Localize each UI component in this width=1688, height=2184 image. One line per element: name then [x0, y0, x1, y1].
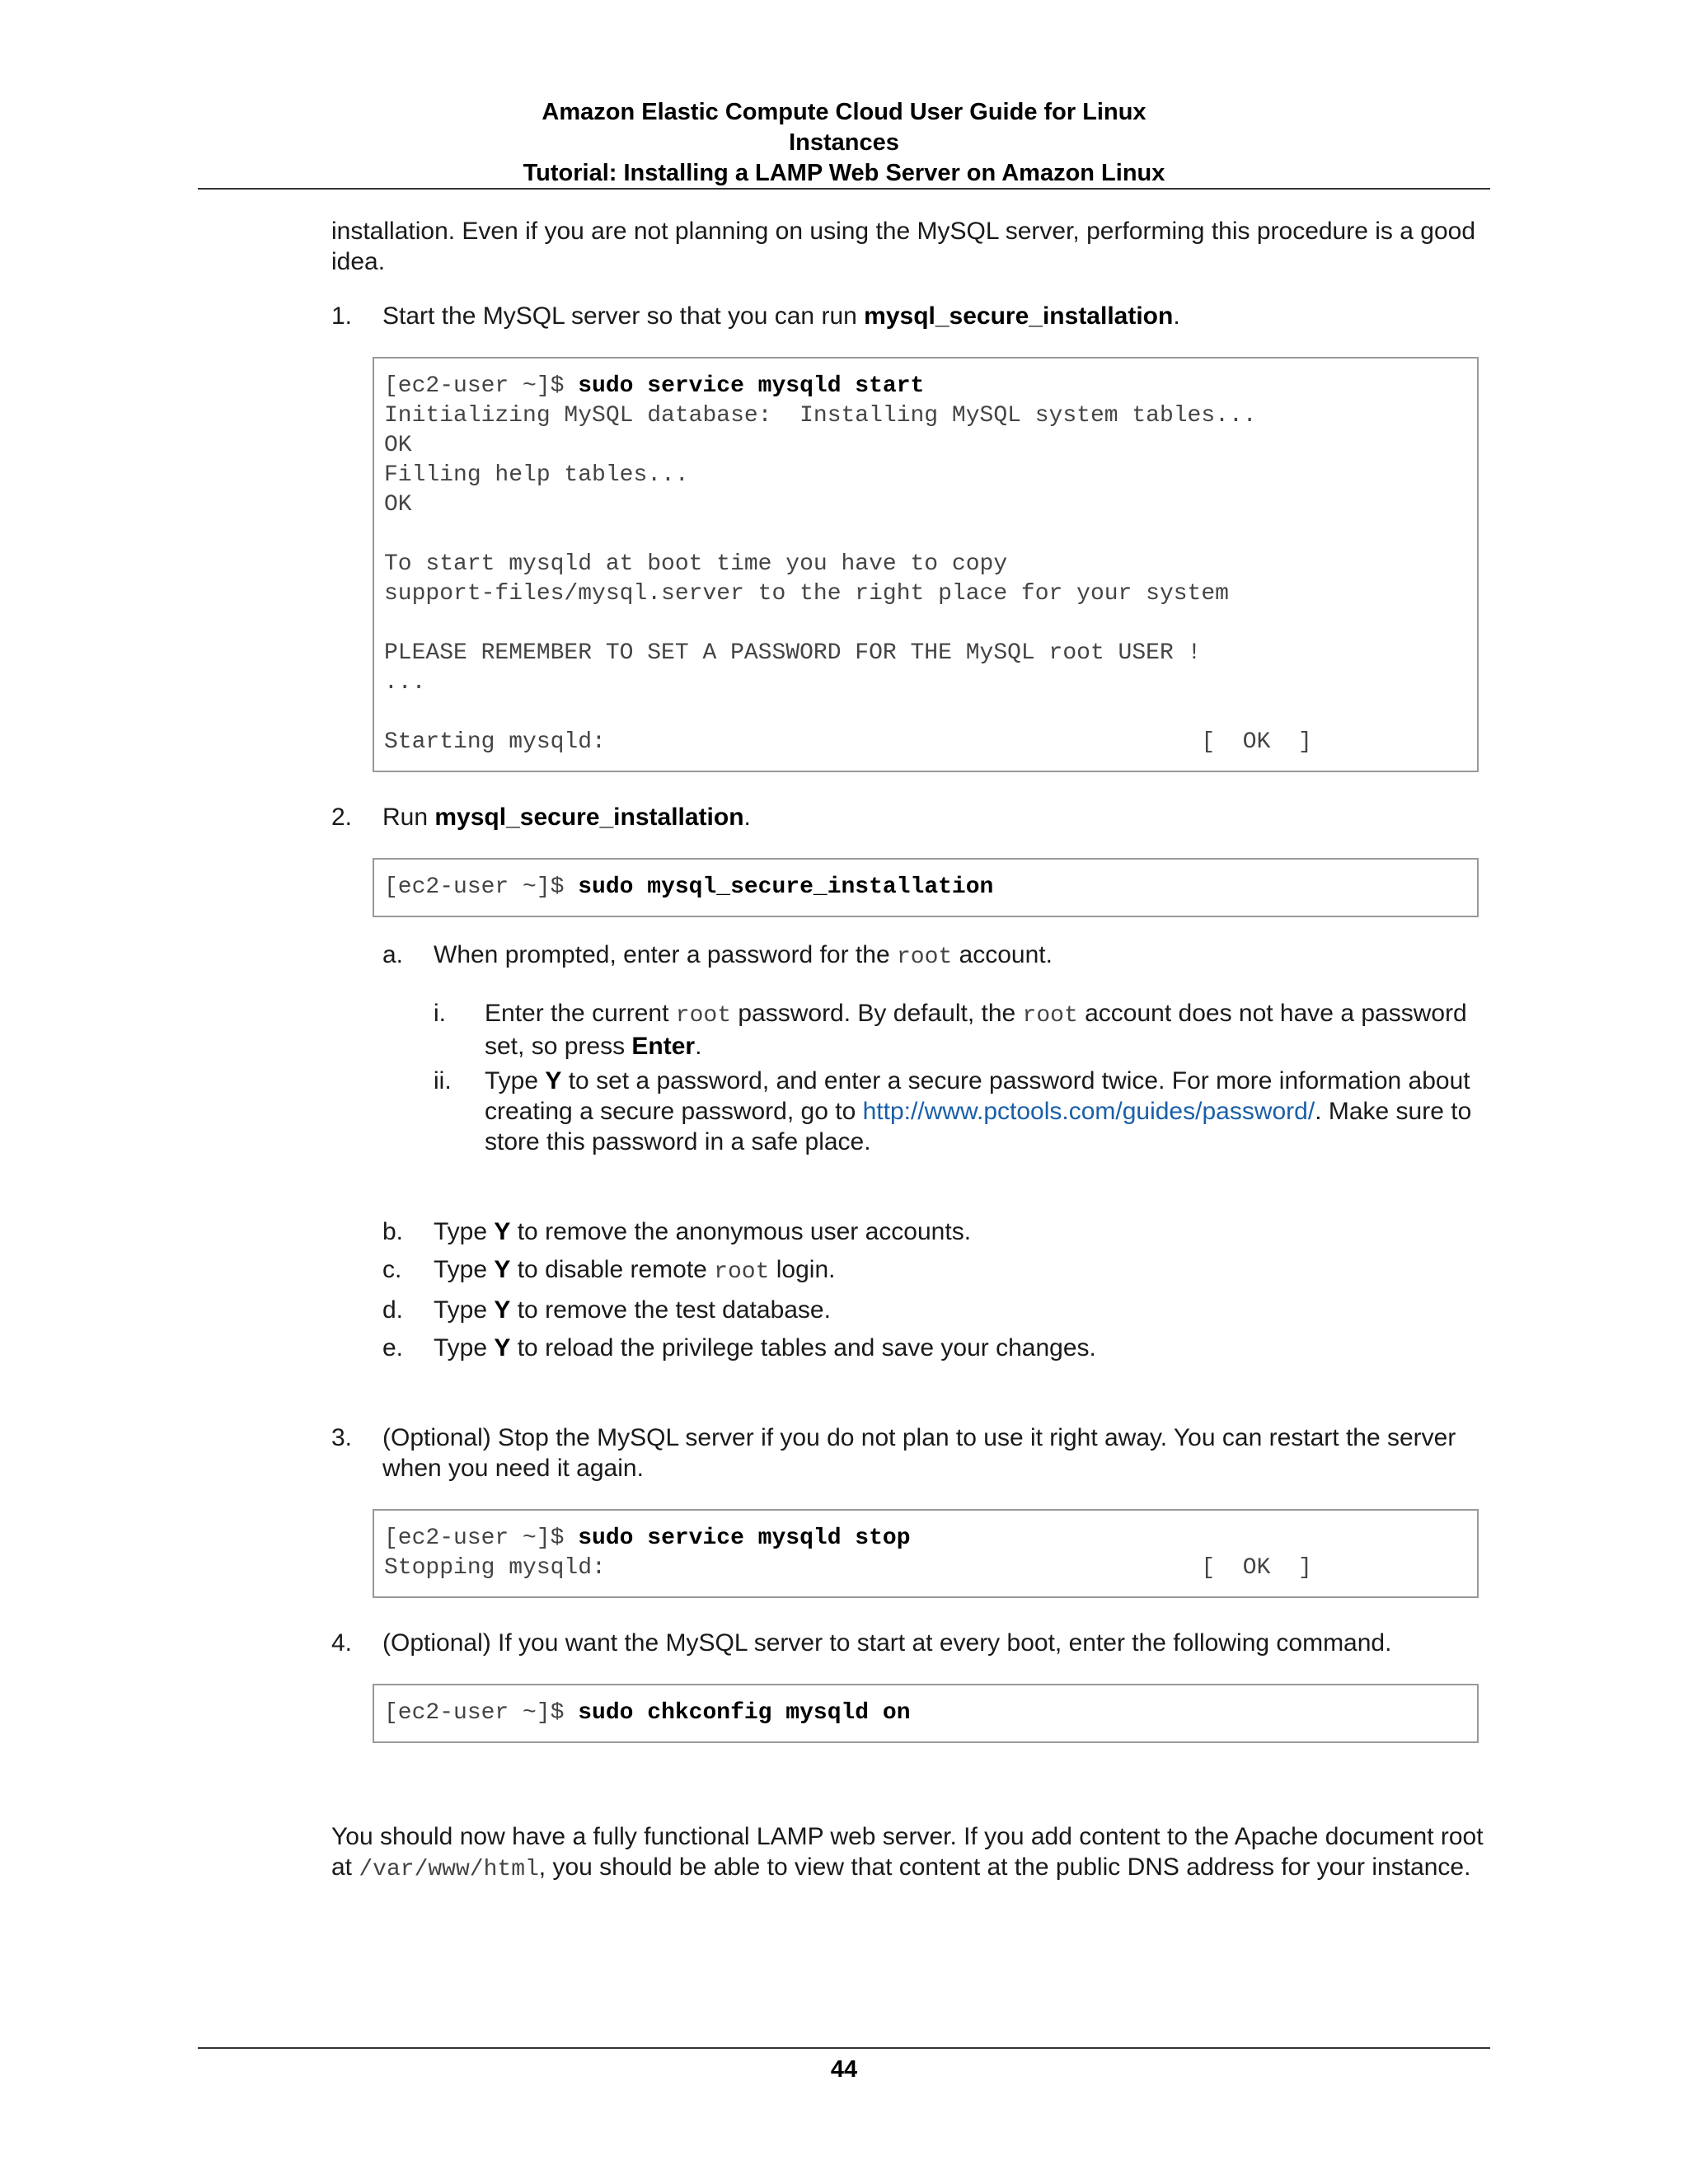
- step-text-post: .: [1173, 302, 1180, 330]
- code-command: sudo service mysqld start: [578, 373, 925, 399]
- text-segment: You should now have a fully functional LAMP web server. If you add content to the Apache document root at: [331, 1823, 1484, 1881]
- substep-label: a.: [382, 941, 404, 968]
- text-segment: Type: [434, 1218, 495, 1245]
- substep-label: ii.: [434, 1067, 452, 1094]
- code-command: sudo chkconfig mysqld on: [578, 1700, 911, 1726]
- substep-text: [485, 1066, 1493, 1157]
- text-segment: account.: [952, 941, 1053, 968]
- password-guide-link[interactable]: http://www.pctools.com/guides/password/: [862, 1098, 1315, 1125]
- step-text-bold: mysql_secure_installation: [864, 302, 1174, 330]
- inline-code: root: [714, 1259, 770, 1285]
- inline-code: root: [896, 944, 953, 970]
- key-name: Enter: [631, 1033, 696, 1060]
- code-output: Stopping mysqld: [ OK ]: [384, 1555, 1312, 1581]
- text-segment: to remove the anonymous user accounts.: [510, 1218, 972, 1245]
- text-segment: Type: [434, 1256, 495, 1283]
- text-segment: to remove the test database.: [510, 1296, 831, 1324]
- code-prompt: [ec2-user ~]$: [384, 1526, 579, 1551]
- substep-text: [485, 998, 1493, 1062]
- substep-a-ii: [434, 1066, 1493, 1157]
- text-segment: Type: [434, 1334, 495, 1361]
- substep-text: [434, 1333, 1493, 1363]
- substep-a-i: [434, 998, 1493, 1062]
- text-segment: Enter the current: [485, 1000, 676, 1027]
- substep-c: [382, 1254, 1493, 1287]
- step-text: [382, 802, 1493, 832]
- page-header: [198, 97, 1490, 189]
- code-block-stop-mysqld: [373, 1509, 1479, 1598]
- text-segment: password. By default, the: [731, 1000, 1023, 1027]
- substep-b: [382, 1216, 1493, 1247]
- step-1: [331, 301, 1493, 331]
- text-segment: Type: [485, 1067, 546, 1094]
- substep-label: c.: [382, 1256, 402, 1283]
- code-prompt: [ec2-user ~]$: [384, 1700, 579, 1726]
- substep-text: [434, 1254, 1493, 1287]
- substep-d: [382, 1295, 1493, 1325]
- substep-a: [382, 940, 1493, 972]
- step-text: (Optional) If you want the MySQL server to start at every boot, enter the following command.: [382, 1629, 1392, 1657]
- inline-code: root: [1022, 1003, 1078, 1029]
- step-text-pre: Start the MySQL server so that you can run: [382, 302, 865, 330]
- step-3: [331, 1422, 1493, 1483]
- text-segment: Type: [434, 1296, 495, 1324]
- substep-label: i.: [434, 1000, 446, 1027]
- step-4: [331, 1628, 1493, 1658]
- text-segment: to set a password, and enter a secure password twice. For more information about creating a secure password, go to: [485, 1067, 1470, 1125]
- step-text: (Optional) Stop the MySQL server if you do not plan to use it right away. You can restart the server when you need it again.: [382, 1424, 1456, 1482]
- text-segment: to reload the privilege tables and save your changes.: [510, 1334, 1096, 1361]
- substep-a-items: [434, 998, 1493, 1157]
- code-block-chkconfig: [373, 1684, 1479, 1743]
- key-name: Y: [494, 1296, 511, 1324]
- substep-label: b.: [382, 1218, 404, 1245]
- text-segment: .: [695, 1033, 702, 1060]
- main-content: [331, 216, 1493, 1885]
- code-command: sudo mysql_secure_installation: [578, 874, 994, 900]
- step-number: 4.: [331, 1629, 353, 1657]
- header-rule: [198, 188, 1490, 190]
- code-prompt: [ec2-user ~]$: [384, 874, 579, 900]
- code-block-start-mysqld: [373, 357, 1479, 772]
- key-name: Y: [494, 1218, 511, 1245]
- text-segment: to disable remote: [510, 1256, 715, 1283]
- conclusion-paragraph: [331, 1821, 1493, 1885]
- code-block-secure-installation: [373, 858, 1479, 917]
- step-2-substeps: [382, 940, 1493, 1363]
- step-number: 1.: [331, 302, 353, 330]
- substep-label: e.: [382, 1334, 404, 1361]
- header-subtitle: Instances: [789, 129, 899, 156]
- step-text: [382, 301, 1493, 331]
- substep-text: [434, 1295, 1493, 1325]
- text-segment: login.: [769, 1256, 836, 1283]
- key-name: Y: [494, 1334, 511, 1361]
- substep-label: d.: [382, 1296, 404, 1324]
- code-command: sudo service mysqld stop: [578, 1526, 911, 1551]
- step-text-post: .: [743, 804, 751, 831]
- step-number: 3.: [331, 1424, 353, 1451]
- substep-text: [434, 940, 1493, 972]
- key-name: Y: [545, 1067, 562, 1094]
- code-output: Initializing MySQL database: Installing MySQL system tables... OK Filling help tables... OK To start mysqld at boot time you have to copy support-files/mysql.server to the right place for your system PLEASE REMEMBER TO SET A PASSWORD FOR THE MySQL root USER ! ... Starting mysqld: [ OK ]: [384, 403, 1312, 755]
- step-text-pre: Run: [382, 804, 435, 831]
- inline-code: /var/www/html: [359, 1857, 539, 1882]
- intro-paragraph: installation. Even if you are not planning on using the MySQL server, performing this procedure is a good idea.: [331, 218, 1476, 275]
- footer-rule: [198, 2047, 1490, 2049]
- text-segment: When prompted, enter a password for the: [434, 941, 897, 968]
- step-text-bold: mysql_secure_installation: [434, 804, 744, 831]
- text-segment: , you should be able to view that content at the public DNS address for your instance.: [538, 1854, 1471, 1881]
- text-segment: account does not have a password set, so press: [485, 1000, 1467, 1060]
- inline-code: root: [675, 1003, 732, 1029]
- code-prompt: [ec2-user ~]$: [384, 373, 579, 399]
- text-segment: . Make sure to store this password in a safe place.: [485, 1098, 1472, 1155]
- key-name: Y: [494, 1256, 511, 1283]
- substep-text: [434, 1216, 1493, 1247]
- substep-e: [382, 1333, 1493, 1363]
- header-section: Tutorial: Installing a LAMP Web Server on Amazon Linux: [523, 160, 1165, 186]
- header-title: Amazon Elastic Compute Cloud User Guide for Linux: [542, 99, 1146, 125]
- page-number: 44: [830, 2056, 858, 2083]
- step-number: 2.: [331, 804, 353, 831]
- step-2: [331, 802, 1493, 832]
